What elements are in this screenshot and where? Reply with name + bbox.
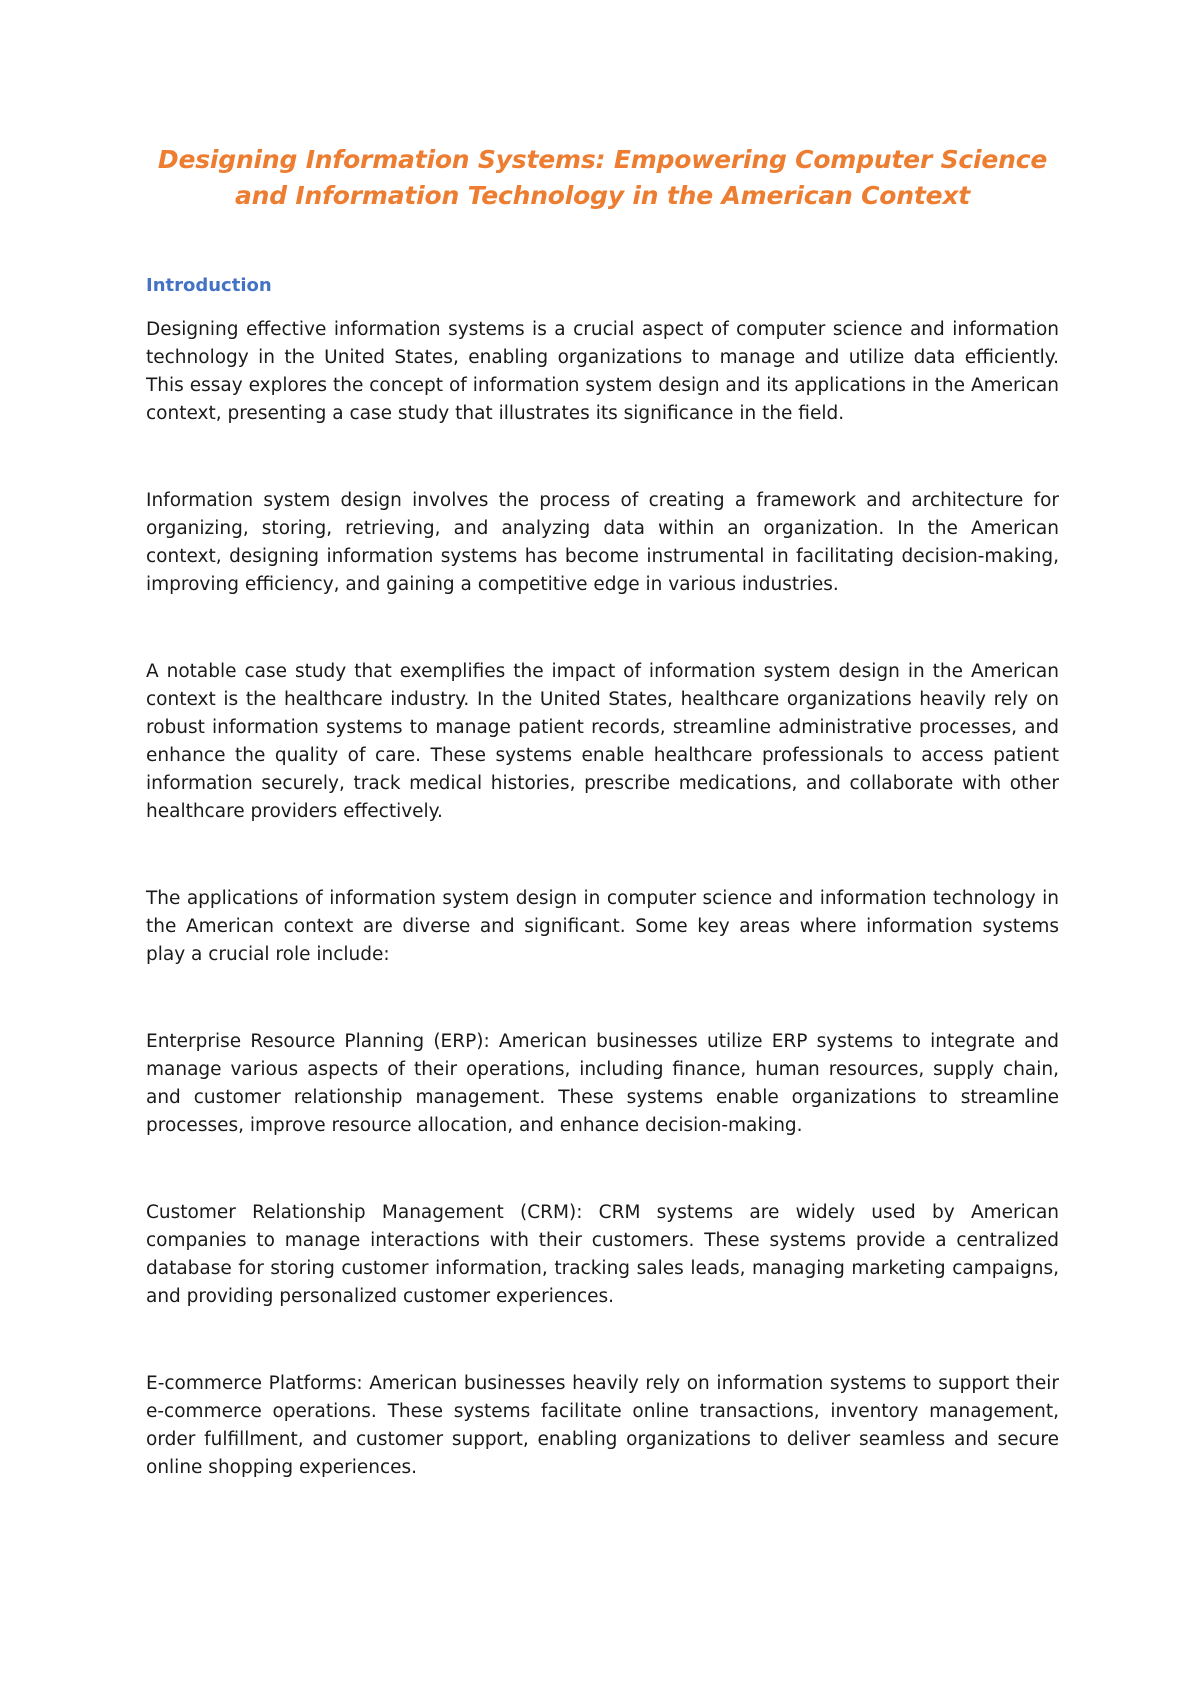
paragraph-intro: Designing effective information systems is a crucial aspect of computer science and information technology in the United States, enabling organizations to manage and utilize data efficiently. This essay explores the concept of information system design and its applications in the American context, presenting a case study that illustrates its significance in the field. bbox=[146, 319, 1059, 424]
document-title-line-2: and Information Technology in the American Context bbox=[234, 181, 971, 210]
paragraph-erp: Enterprise Resource Planning (ERP): American businesses utilize ERP systems to integrate and manage various aspects of their operations, including finance, human resources, supply chain, and customer relationship management. These systems enable organizations to streamline processes, improve resource allocation, and enhance decision-making. bbox=[146, 1031, 1059, 1136]
document-title bbox=[146, 142, 1059, 214]
paragraph-applications: The applications of information system design in computer science and information technology in the American context are diverse and significant. Some key areas where information systems play a crucial role include: bbox=[146, 888, 1059, 965]
document-title-line-1: Designing Information Systems: Empowering Computer Science bbox=[157, 145, 1048, 174]
paragraph-design-definition: Information system design involves the process of creating a framework and architecture for organizing, storing, retrieving, and analyzing data within an organization. In the American context, designing information systems has become instrumental in facilitating decision-making, improving efficiency, and gaining a competitive edge in various industries. bbox=[146, 490, 1059, 595]
paragraph-ecommerce: E-commerce Platforms: American businesses heavily rely on information systems to support their e-commerce operations. These systems facilitate online transactions, inventory management, order fulfillment, and customer support, enabling organizations to deliver seamless and secure online shopping experiences. bbox=[146, 1373, 1059, 1478]
paragraph-crm: Customer Relationship Management (CRM): CRM systems are widely used by American companies to manage interactions with their customers. These systems provide a centralized database for storing customer information, tracking sales leads, managing marketing campaigns, and providing personalized customer experiences. bbox=[146, 1202, 1059, 1307]
section-heading-introduction: Introduction bbox=[146, 275, 272, 296]
document-page bbox=[146, 142, 1059, 1482]
paragraph-healthcare-case-study: A notable case study that exemplifies the impact of information system design in the American context is the healthcare industry. In the United States, healthcare organizations heavily rely on robust information systems to manage patient records, streamline administrative processes, and enhance the quality of care. These systems enable healthcare professionals to access patient information securely, track medical histories, prescribe medications, and collaborate with other healthcare providers effectively. bbox=[146, 661, 1059, 822]
